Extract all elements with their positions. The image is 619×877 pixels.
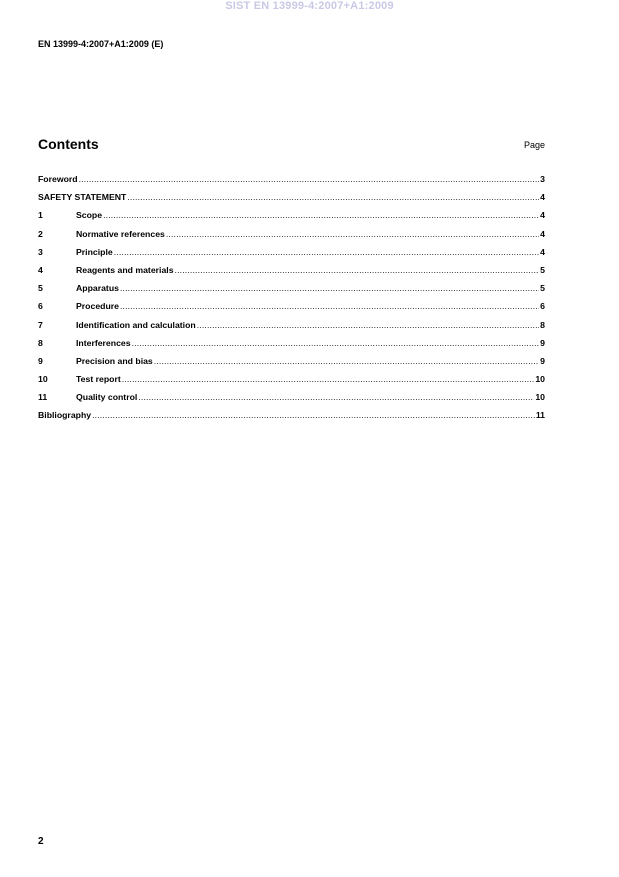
toc-entry-title: Reagents and materials [76,264,174,275]
dot-leader [120,301,539,311]
toc-entry-title: Foreword [38,174,78,184]
watermark: SIST EN 13999-4:2007+A1:2009 [225,0,394,12]
toc-entry-title: Test report [76,374,121,385]
toc-entry-title: Apparatus [76,283,119,294]
toc-entry-title: Identification and calculation [76,319,196,330]
toc-entry-bibliography[interactable] [38,410,545,428]
toc-entry-number: 10 [38,374,48,385]
toc-entry-title: Quality control [76,392,138,403]
dot-leader [92,410,535,420]
toc-entry-page: 11 [535,410,545,421]
toc-entry-number: 4 [38,264,43,275]
toc-entry-number: 5 [38,283,43,294]
toc-entry-title: Bibliography [38,410,92,421]
toc-entry-apparatus[interactable] [38,283,545,301]
toc-entry-page: 10 [535,374,545,385]
toc-entry-principle[interactable] [38,247,545,265]
toc-entry-identification-and-calculation[interactable] [38,320,545,338]
toc-entry-foreword[interactable] [38,174,545,192]
dot-leader [79,174,540,184]
dot-leader [114,247,539,257]
toc-entry-page: 3 [540,174,545,184]
toc-entry-number: 6 [38,301,43,312]
toc-entry-precision-and-bias[interactable] [38,356,545,374]
toc-entry-page: 5 [540,283,545,294]
toc-entry-page: 5 [540,264,545,275]
toc-entry-title: SAFETY STATEMENT [38,192,127,203]
toc-entry-title: Interferences [76,337,131,348]
dot-leader [175,265,540,275]
toc-entry-page: 4 [540,246,545,257]
toc-entry-test-report[interactable] [38,374,545,392]
toc-entry-number: 8 [38,337,43,348]
toc-entry-page: 4 [540,228,545,239]
toc-entry-page: 9 [540,337,545,348]
dot-leader [154,356,539,366]
toc-entry-number: 7 [38,319,43,330]
page-column-label: Page [523,140,545,150]
toc-entry-title: Principle [76,246,113,257]
toc-entry-number: 11 [38,392,48,403]
document-identifier: EN 13999-4:2007+A1:2009 (E) [38,39,164,49]
toc-entry-number: 3 [38,246,43,257]
toc-entry-reagents-and-materials[interactable] [38,265,545,283]
toc-entry-procedure[interactable] [38,301,545,319]
toc-entry-page: 9 [540,355,545,366]
toc-entry-page: 10 [535,392,545,403]
toc-entry-normative-references[interactable] [38,229,545,247]
toc-entry-title: Normative references [76,228,165,239]
toc-entry-interferences[interactable] [38,338,545,356]
dot-leader [166,229,539,239]
dot-leader [120,283,539,293]
toc-entry-title: Precision and bias [76,355,153,366]
dot-leader [103,210,539,220]
toc-entry-page: 6 [540,301,545,312]
dot-leader [197,320,539,330]
toc-entry-safety-statement[interactable] [38,192,545,210]
toc-entry-number: 1 [38,210,43,221]
dot-leader [122,374,535,384]
toc-entry-number: 9 [38,355,43,366]
toc-entry-page: 8 [540,319,545,330]
toc-entry-title: Procedure [76,301,119,312]
contents-heading: Contents [38,136,99,152]
toc-entry-page: 4 [540,210,545,221]
toc-entry-scope[interactable] [38,210,545,228]
toc-entry-title: Scope [76,210,103,221]
toc-entry-number: 2 [38,228,43,239]
dot-leader [127,192,539,202]
dot-leader [138,392,534,402]
toc-entry-page: 4 [540,192,545,203]
toc-entry-quality-control[interactable] [38,392,545,410]
table-of-contents [38,174,545,429]
page-number: 2 [38,836,44,847]
dot-leader [132,338,540,348]
